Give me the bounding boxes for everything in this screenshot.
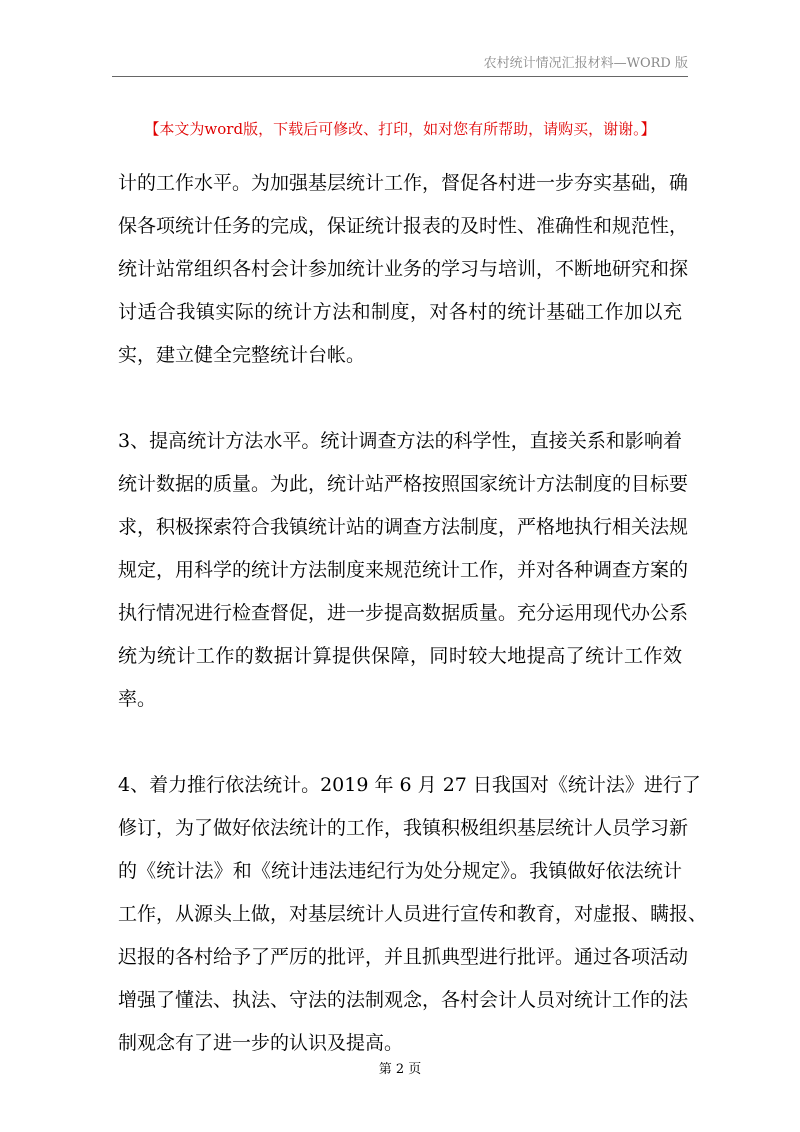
paragraph-line: 统计数据的质量。为此，统计站严格按照国家统计方法制度的目标要 [118,473,689,495]
paragraph-line: 求，积极探索符合我镇统计站的调查方法制度，严格地执行相关法规 [118,516,689,538]
paragraph-line: 讨适合我镇实际的统计方法和制度，对各村的统计基础工作加以充 [118,301,682,323]
document-body [118,170,708,1073]
paragraph-line: 执行情况进行检查督促，进一步提高数据质量。充分运用现代办公系 [118,602,689,624]
paragraph-line: 保各项统计任务的完成，保证统计报表的及时性、准确性和规范性， [118,215,689,237]
page-header: 农村统计情况汇报材料—WORD 版 [483,56,688,71]
paragraph-line: 迟报的各村给予了严厉的批评，并且抓典型进行批评。通过各项活动 [118,946,689,968]
paragraph-line: 规定，用科学的统计方法制度来规范统计工作，并对各种调查方案的 [118,559,689,581]
paragraph-line: 3、提高统计方法水平。统计调查方法的科学性，直接关系和影响着 [118,430,682,452]
download-notice: 【本文为word版，下载后可修改、打印，如对您有所帮助，请购买，谢谢。】 [144,120,656,138]
paragraph-line: 统计站常组织各村会计参加统计业务的学习与培训，不断地研究和探 [118,258,689,280]
paragraph-line: 增强了懂法、执法、守法的法制观念，各村会计人员对统计工作的法 [118,989,689,1011]
paragraph-line: 工作，从源头上做，对基层统计人员进行宣传和教育，对虚报、瞒报、 [118,903,708,925]
page-number: 第 2 页 [378,1062,422,1077]
paragraph-gap [118,385,682,428]
paragraph-line: 统为统计工作的数据计算提供保障，同时较大地提高了统计工作效 [118,645,682,667]
paragraph-line: 计的工作水平。为加强基层统计工作，督促各村进一步夯实基础，确 [118,172,689,194]
paragraph-line: 的《统计法》和《统计违法违纪行为处分规定》。我镇做好依法统计 [118,860,682,882]
paragraph-line: 率。 [118,688,157,710]
paragraph-gap [118,729,682,772]
paragraph-line: 修订，为了做好依法统计的工作，我镇积极组织基层统计人员学习新 [118,817,689,839]
header-rule [112,76,688,77]
paragraph-line: 实，建立健全完整统计台帐。 [118,344,366,366]
paragraph-line: 制观念有了进一步的认识及提高。 [118,1032,404,1054]
paragraph-line: 4、着力推行依法统计。2019 年 6 月 27 日我国对《统计法》进行了 [118,774,701,796]
